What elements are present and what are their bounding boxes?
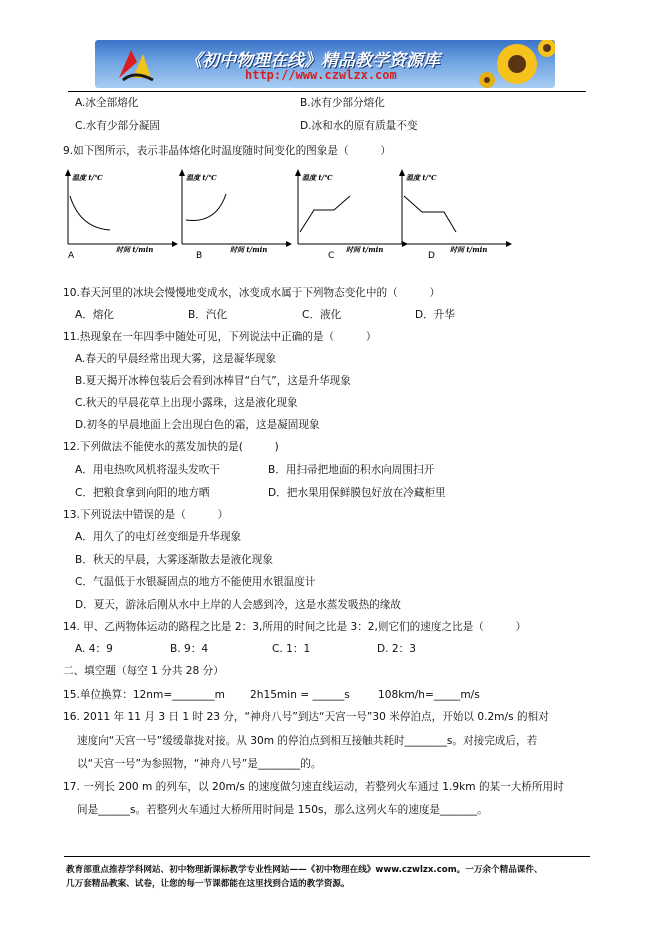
question-9: 9.如下图所示，表示非晶体熔化时温度随时间变化的图象是（ ） <box>63 145 391 157</box>
q13-option-c: C．气温低于水银凝固点的地方不能使用水银温度计 <box>75 576 316 588</box>
q10-option-b: B．汽化 <box>188 309 228 321</box>
graph-c <box>290 166 410 262</box>
q11-option-b: B.夏天揭开冰棒包装后会看到冰棒冒“白气”，这是升华现象 <box>75 375 351 387</box>
graph-d <box>394 166 516 262</box>
q17-line2: 间是______s。若整列火车通过大桥所用时间是 150s，那么这列火车的速度是_______。 <box>77 804 488 816</box>
question-13: 13.下列说法中错误的是（ ） <box>63 509 229 521</box>
q11-option-a: A.春天的早晨经常出现大雾，这是凝华现象 <box>75 353 277 365</box>
question-14: 14. 甲、乙两物体运动的路程之比是 2：3,所用的时间之比是 3：2,则它们的速度之比是（ ） <box>63 621 527 633</box>
header-rule <box>68 91 586 92</box>
q14-option-a: A. 4：9 <box>75 643 113 655</box>
graph-label-d: D <box>428 251 435 261</box>
option-c: C.水有少部分凝固 <box>75 120 160 132</box>
q13-option-b: B．秋天的早晨，大雾逐渐散去是液化现象 <box>75 554 273 566</box>
q17-line1: 17. 一列长 200 m 的列车，以 20m/s 的速度做匀速直线运动，若整列火车通过 1.9km 的某一大桥所用时 <box>63 781 564 793</box>
q16-line1: 16. 2011 年 11 月 3 日 1 时 23 分，“神舟八号”到达“天宫一号”30 米停泊点，开始以 0.2m/s 的相对 <box>63 711 549 723</box>
sunflower-icon <box>477 40 555 88</box>
q14-option-c: C. 1：1 <box>272 643 311 655</box>
q11-option-c: C.秋天的早晨花草上出现小露珠，这是液化现象 <box>75 397 298 409</box>
footer-line2: 几万套精品教案、试卷，让您的每一节课都能在这里找到合适的教学资源。 <box>66 879 350 889</box>
x-axis-label: 时间 t/min <box>450 245 488 254</box>
question-10: 10.春天河里的冰块会慢慢地变成水，冰变成水属于下列物态变化中的（ ） <box>63 287 441 299</box>
y-axis-label: 温度 t/℃ <box>72 173 103 182</box>
option-d: D.冰和水的原有质量不变 <box>300 120 418 132</box>
q10-option-d: D．升华 <box>415 309 455 321</box>
banner-url: http://www.czwlzx.com <box>245 68 397 82</box>
option-a: A.冰全部熔化 <box>75 97 139 109</box>
q13-option-d: D．夏天，游泳后刚从水中上岸的人会感到冷，这是水蒸发吸热的缘故 <box>75 599 401 611</box>
section-title: 二、填空题（每空 1 分共 28 分） <box>63 665 224 677</box>
q14-option-d: D. 2：3 <box>377 643 416 655</box>
q12-option-d: D．把水果用保鲜膜包好放在冷藏柜里 <box>268 487 446 499</box>
graph-label-c: C <box>328 251 335 261</box>
x-axis-label: 时间 t/min <box>346 245 384 254</box>
graph-b <box>174 166 294 262</box>
header-banner <box>95 40 555 88</box>
q10-option-a: A．熔化 <box>75 309 115 321</box>
q14-option-b: B. 9：4 <box>170 643 209 655</box>
q15-part2: 2h15min = ______s <box>250 689 350 701</box>
graph-label-b: B <box>196 251 203 261</box>
y-axis-label: 温度 t/℃ <box>406 173 437 182</box>
logo-icon <box>113 44 157 84</box>
q12-option-c: C．把粮食拿到向阳的地方晒 <box>75 487 210 499</box>
q16-line2: 速度向“天宫一号”缓缓靠拢对接。从 30m 的停泊点到相互接触共耗时________s。对接完成后，若 <box>77 735 538 747</box>
q15-part1: 15.单位换算：12nm=________m <box>63 689 225 701</box>
y-axis-label: 温度 t/℃ <box>186 173 217 182</box>
footer-rule <box>64 856 590 857</box>
x-axis-label: 时间 t/min <box>230 245 268 254</box>
q10-option-c: C．液化 <box>302 309 342 321</box>
q12-option-b: B．用扫帚把地面的积水向周围扫开 <box>268 464 435 476</box>
banner-title: 《初中物理在线》精品教学资源库 <box>185 51 440 71</box>
question-11: 11.热现象在一年四季中随处可见，下列说法中正确的是（ ） <box>63 331 377 343</box>
q13-option-a: A．用久了的电灯丝变细是升华现象 <box>75 531 242 543</box>
q12-option-a: A．用电热吹风机将湿头发吹干 <box>75 464 220 476</box>
y-axis-label: 温度 t/℃ <box>302 173 333 182</box>
graph-label-a: A <box>68 251 75 261</box>
x-axis-label: 时间 t/min <box>116 245 154 254</box>
graph-a <box>60 166 180 262</box>
footer-line1: 教育部重点推荐学科网站、初中物理新课标教学专业性网站——《初中物理在线》www.czwlzx.com。一万余个精品课件、 <box>66 865 543 875</box>
option-b: B.冰有少部分熔化 <box>300 97 385 109</box>
q15-part3: 108km/h=_____m/s <box>378 689 480 701</box>
question-12: 12.下列做法不能使水的蒸发加快的是( ) <box>63 441 279 453</box>
q11-option-d: D.初冬的早晨地面上会出现白色的霜，这是凝固现象 <box>75 419 320 431</box>
q16-line3: 以“天宫一号”为参照物，“神舟八号”是________的。 <box>77 758 322 770</box>
